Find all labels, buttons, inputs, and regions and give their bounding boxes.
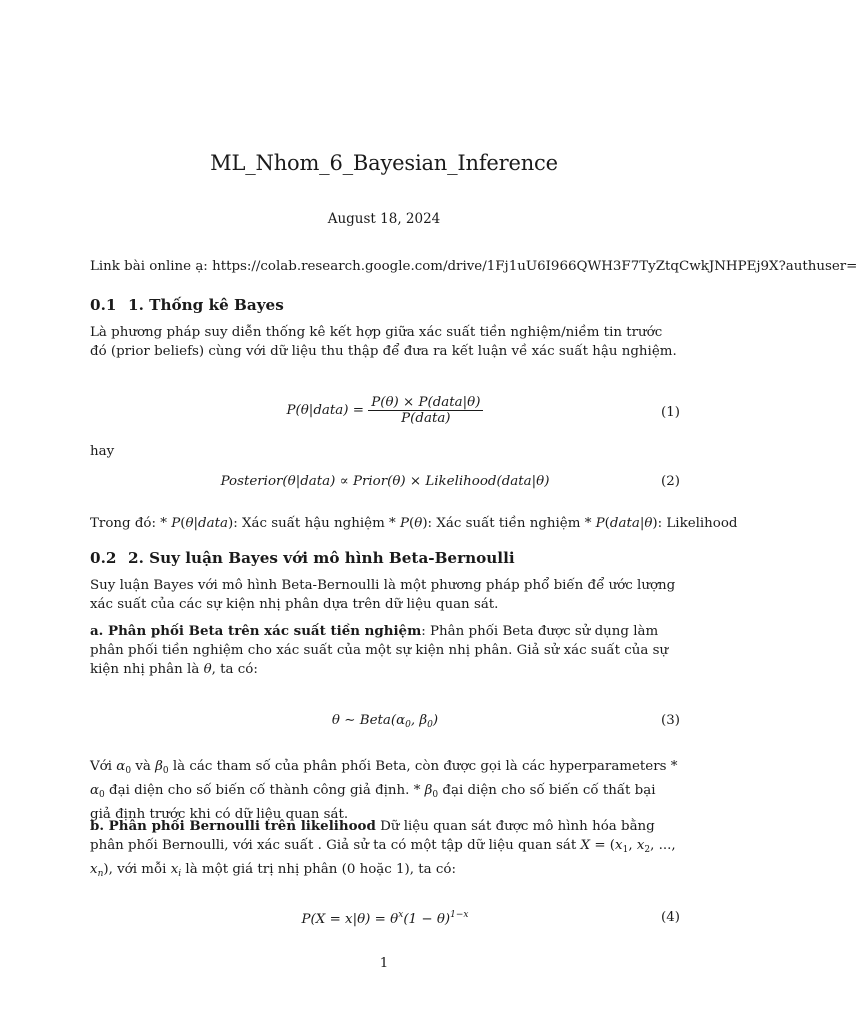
section-1-intro: Là phương pháp suy diễn thống kê kết hợp giữa xác suất tiền nghiệm/niềm tin trước đó (prior beliefs) cùng với dữ liệu thu thập để đưa ra kết luận về xác suất hậu nghiệm. bbox=[90, 325, 677, 359]
where-definitions: Trong đó: * P(θ|data): Xác suất hậu nghiệm * P(θ): Xác suất tiền nghiệm * P(data|θ): Likelihood bbox=[90, 516, 738, 531]
section-1-heading bbox=[90, 296, 284, 314]
page-number: 1 bbox=[379, 956, 389, 971]
connector-text: hay bbox=[90, 444, 115, 459]
beta-prior-paragraph: a. Phân phối Beta trên xác suất tiền nghiệm: Phân phối Beta được sử dụng làm phân phối tiền nghiệm cho xác suất của một sự kiện nhị phân. Giả sử xác suất của sự kiện nhị phân là θ, ta có: bbox=[90, 623, 669, 677]
section-2-number: 0.2 bbox=[90, 549, 117, 567]
equation-2 bbox=[90, 474, 680, 494]
section-1-title: 1. Thống kê Bayes bbox=[128, 296, 284, 314]
equation-4 bbox=[90, 910, 680, 930]
equation-3-formula: θ ∼ $Beta(\alpha_0$, $\beta_0$) bbox=[331, 713, 439, 730]
section-2-intro: Suy luận Bayes với mô hình Beta-Bernoulli là một phương pháp phổ biến để ước lượng xác suất của các sự kiện nhị phân dựa trên dữ liệu quan sát. bbox=[90, 578, 676, 612]
online-link-line[interactable]: Link bài online ạ: https://colab.research.google.com/drive/1Fj1uU6I966QWH3F7TyZtqCwkJNHPEj9X?authuser= bbox=[90, 259, 857, 274]
equation-2-formula: Posterior(θ|data) ∝ Prior(θ) × Likelihood(data|θ) bbox=[220, 474, 550, 489]
equation-3 bbox=[90, 713, 680, 733]
beta-prior-heading: a. Phân phối Beta trên xác suất tiền nghiệm bbox=[90, 623, 422, 639]
equation-1-label: (1) bbox=[661, 405, 680, 420]
document-date: August 18, 2024 bbox=[327, 211, 441, 227]
equation-1 bbox=[90, 395, 680, 435]
document-title: ML_Nhom_6_Bayesian_Inference bbox=[210, 151, 558, 175]
hyperparameters-paragraph: Với $\alpha_0$ và $\beta_0$ là các tham số của phân phối Beta, còn được gọi là các hyperparameters * $\alpha_0$ đại diện cho số biến cố thành công giả định. * $\beta_0$ đại diện cho số biến cố thất bại giả định trước khi có dữ liệu quan sát. bbox=[90, 759, 678, 822]
bernoulli-heading: b. Phân phối Bernoulli trên likelihood bbox=[90, 818, 376, 834]
equation-2-label: (2) bbox=[661, 474, 680, 489]
section-2-heading bbox=[90, 549, 515, 567]
section-2-title: 2. Suy luận Bayes với mô hình Beta-Bernoulli bbox=[128, 549, 515, 567]
section-1-number: 0.1 bbox=[90, 296, 117, 314]
equation-1-formula: P(θ|data) = $\frac{\text{P(θ) × P(data|θ)}}{\text{P(data)}}$ bbox=[90, 395, 680, 426]
equation-3-label: (3) bbox=[661, 713, 680, 728]
bernoulli-likelihood-paragraph: b. Phân phối Bernoulli trên likelihood Dữ liệu quan sát được mô hình hóa bằng phân phối Bernoulli, với xác suất . Giả sử ta có một tập dữ liệu quan sát $X = (x_1$, $x_2$, ..., $x_n$), với mỗi $x_i$ là một giá trị nhị phân (0 hoặc 1), ta có: bbox=[90, 818, 676, 879]
equation-4-formula: $P(X = x|\theta) = \theta^x(1 - \theta)^{1-x}$ bbox=[301, 910, 469, 927]
equation-1-fraction: $\frac{\text{P(θ) × P(data|θ)}}{\text{P(data)}}$ bbox=[368, 395, 483, 426]
equation-4-label: (4) bbox=[661, 910, 680, 925]
